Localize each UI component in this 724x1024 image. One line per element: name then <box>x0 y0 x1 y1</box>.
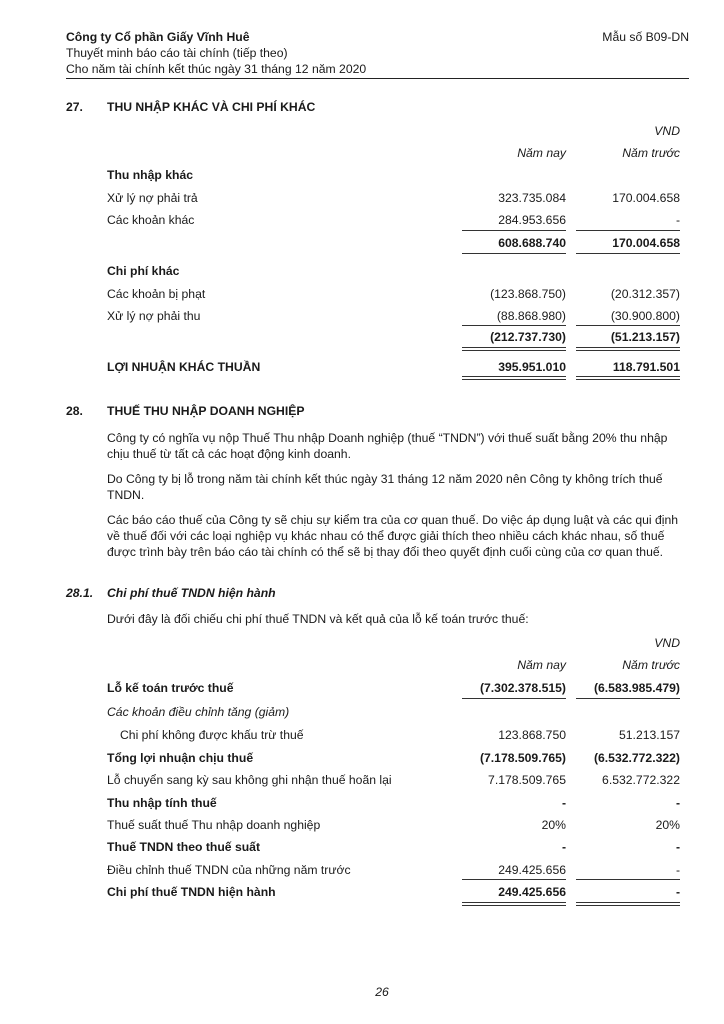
report-period: Cho năm tài chính kết thúc ngày 31 tháng 12 năm 2020 <box>66 62 367 76</box>
row-value-previous: - <box>675 213 680 227</box>
double-rule <box>462 376 566 380</box>
row-value-previous: (6.583.985.479) <box>593 681 680 695</box>
row-label: Xử lý nợ phải trả <box>107 191 198 205</box>
subtotal-rule <box>576 698 680 699</box>
header-divider <box>66 78 689 79</box>
column-header-previous: Năm trước <box>622 658 680 672</box>
form-code: Mẫu số B09-DN <box>602 30 689 44</box>
row-label: Các khoản bị phạt <box>107 287 206 301</box>
row-value-current: 123.868.750 <box>498 728 566 742</box>
row-label: Điều chỉnh thuế TNDN của những năm trước <box>107 863 351 877</box>
row-value-previous: (30.900.800) <box>610 309 680 323</box>
row-value-current: 284.953.656 <box>498 213 566 227</box>
page-number: 26 <box>375 985 389 999</box>
double-rule <box>462 347 566 351</box>
section-28-1-intro: Dưới đây là đối chiếu chi phí thuế TNDN và kết quả của lỗ kế toán trước thuế: <box>107 612 529 626</box>
subtotal-rule <box>462 879 566 880</box>
subtotal-rule <box>462 698 566 699</box>
row-label: Thu nhập tính thuế <box>107 796 217 810</box>
paragraph: Do Công ty bị lỗ trong năm tài chính kết thúc ngày 31 tháng 12 năm 2020 nên Công ty không trích thuế TNDN. <box>107 472 663 502</box>
row-value-previous: (20.312.357) <box>610 287 680 301</box>
row-value-current: 249.425.656 <box>498 885 566 899</box>
row-value-current: (7.302.378.515) <box>479 681 566 695</box>
row-value-previous: - <box>675 840 680 854</box>
income-total-current: 608.688.740 <box>498 236 566 250</box>
row-value-previous: - <box>675 885 680 899</box>
row-value-current: (88.868.980) <box>496 309 566 323</box>
row-label: Lỗ chuyển sang kỳ sau không ghi nhận thuế hoãn lại <box>107 773 392 787</box>
currency-label: VND <box>654 636 680 650</box>
row-label: Chi phí không được khấu trừ thuế <box>120 728 304 742</box>
expense-total-current: (212.737.730) <box>490 330 566 344</box>
row-label: Lỗ kế toán trước thuế <box>107 681 234 695</box>
row-value-previous: 6.532.772.322 <box>602 773 680 787</box>
report-subtitle: Thuyết minh báo cáo tài chính (tiếp theo) <box>66 46 288 60</box>
subtotal-rule <box>576 325 680 326</box>
row-value-previous: (6.532.772.322) <box>593 751 680 765</box>
row-value-current: (7.178.509.765) <box>479 751 566 765</box>
row-label: Thuế suất thuế Thu nhập doanh nghiệp <box>107 818 321 832</box>
row-label: Các khoản điều chỉnh tăng (giảm) <box>107 705 290 719</box>
row-label: Các khoản khác <box>107 213 195 227</box>
row-label: Tổng lợi nhuận chịu thuế <box>107 751 254 765</box>
row-value-previous: 20% <box>655 818 680 832</box>
subtotal-rule <box>462 325 566 326</box>
section-27-title: THU NHẬP KHÁC VÀ CHI PHÍ KHÁC <box>107 100 316 114</box>
net-other-income-previous: 118.791.501 <box>612 360 680 374</box>
paragraph: Công ty có nghĩa vụ nộp Thuế Thu nhập Doanh nghiệp (thuế “TNDN”) với thuế suất bằng 20% thu nhập chịu thuế từ tất cả các hoạt động kinh doanh. <box>107 431 668 461</box>
expense-heading: Chi phí khác <box>107 264 180 278</box>
row-value-current: (123.868.750) <box>490 287 566 301</box>
row-value-current: 20% <box>541 818 566 832</box>
row-value-current: 7.178.509.765 <box>488 773 566 787</box>
row-label: Chi phí thuế TNDN hiện hành <box>107 885 276 899</box>
row-value-previous: 51.213.157 <box>619 728 680 742</box>
total-rule <box>462 253 566 254</box>
currency-label: VND <box>654 124 680 138</box>
total-rule <box>576 253 680 254</box>
section-28-number: 28. <box>66 404 83 418</box>
row-value-previous: - <box>675 796 680 810</box>
row-value-current: 323.735.084 <box>498 191 566 205</box>
subtotal-rule <box>576 879 680 880</box>
row-value-current: - <box>561 840 566 854</box>
section-27-number: 27. <box>66 100 83 114</box>
row-value-current: - <box>561 796 566 810</box>
subtotal-rule <box>462 230 566 231</box>
double-rule <box>462 902 566 906</box>
double-rule <box>576 347 680 351</box>
expense-total-previous: (51.213.157) <box>610 330 680 344</box>
net-other-income-current: 395.951.010 <box>498 360 566 374</box>
subtotal-rule <box>576 230 680 231</box>
row-label: Xử lý nợ phải thu <box>107 309 201 323</box>
section-28-1-number: 28.1. <box>66 586 94 600</box>
column-header-current: Năm nay <box>517 146 566 160</box>
row-value-previous: 170.004.658 <box>612 191 680 205</box>
section-28-title: THUẾ THU NHẬP DOANH NGHIỆP <box>107 404 305 418</box>
row-value-previous: - <box>675 863 680 877</box>
company-name: Công ty Cổ phần Giấy Vĩnh Huê <box>66 30 250 44</box>
double-rule <box>576 902 680 906</box>
row-label: Thuế TNDN theo thuế suất <box>107 840 261 854</box>
column-header-previous: Năm trước <box>622 146 680 160</box>
section-28-1-title: Chi phí thuế TNDN hiện hành <box>107 586 276 600</box>
income-total-previous: 170.004.658 <box>612 236 680 250</box>
double-rule <box>576 376 680 380</box>
row-value-current: 249.425.656 <box>498 863 566 877</box>
column-header-current: Năm nay <box>517 658 566 672</box>
income-heading: Thu nhập khác <box>107 168 193 182</box>
net-other-income-label: LỢI NHUẬN KHÁC THUẦN <box>107 360 261 374</box>
paragraph: Các báo cáo thuế của Công ty sẽ chịu sự kiểm tra của cơ quan thuế. Do việc áp dụng luật và các qui định về thuế đối với các loại nghiệp vụ khác nhau có thể được giải thích theo nhiều cách khác nhau, số thuế được trình bày trên báo cáo tài chính có thể sẽ bị thay đổi theo quyết định cuối cùng của cơ quan thuế. <box>107 513 679 559</box>
